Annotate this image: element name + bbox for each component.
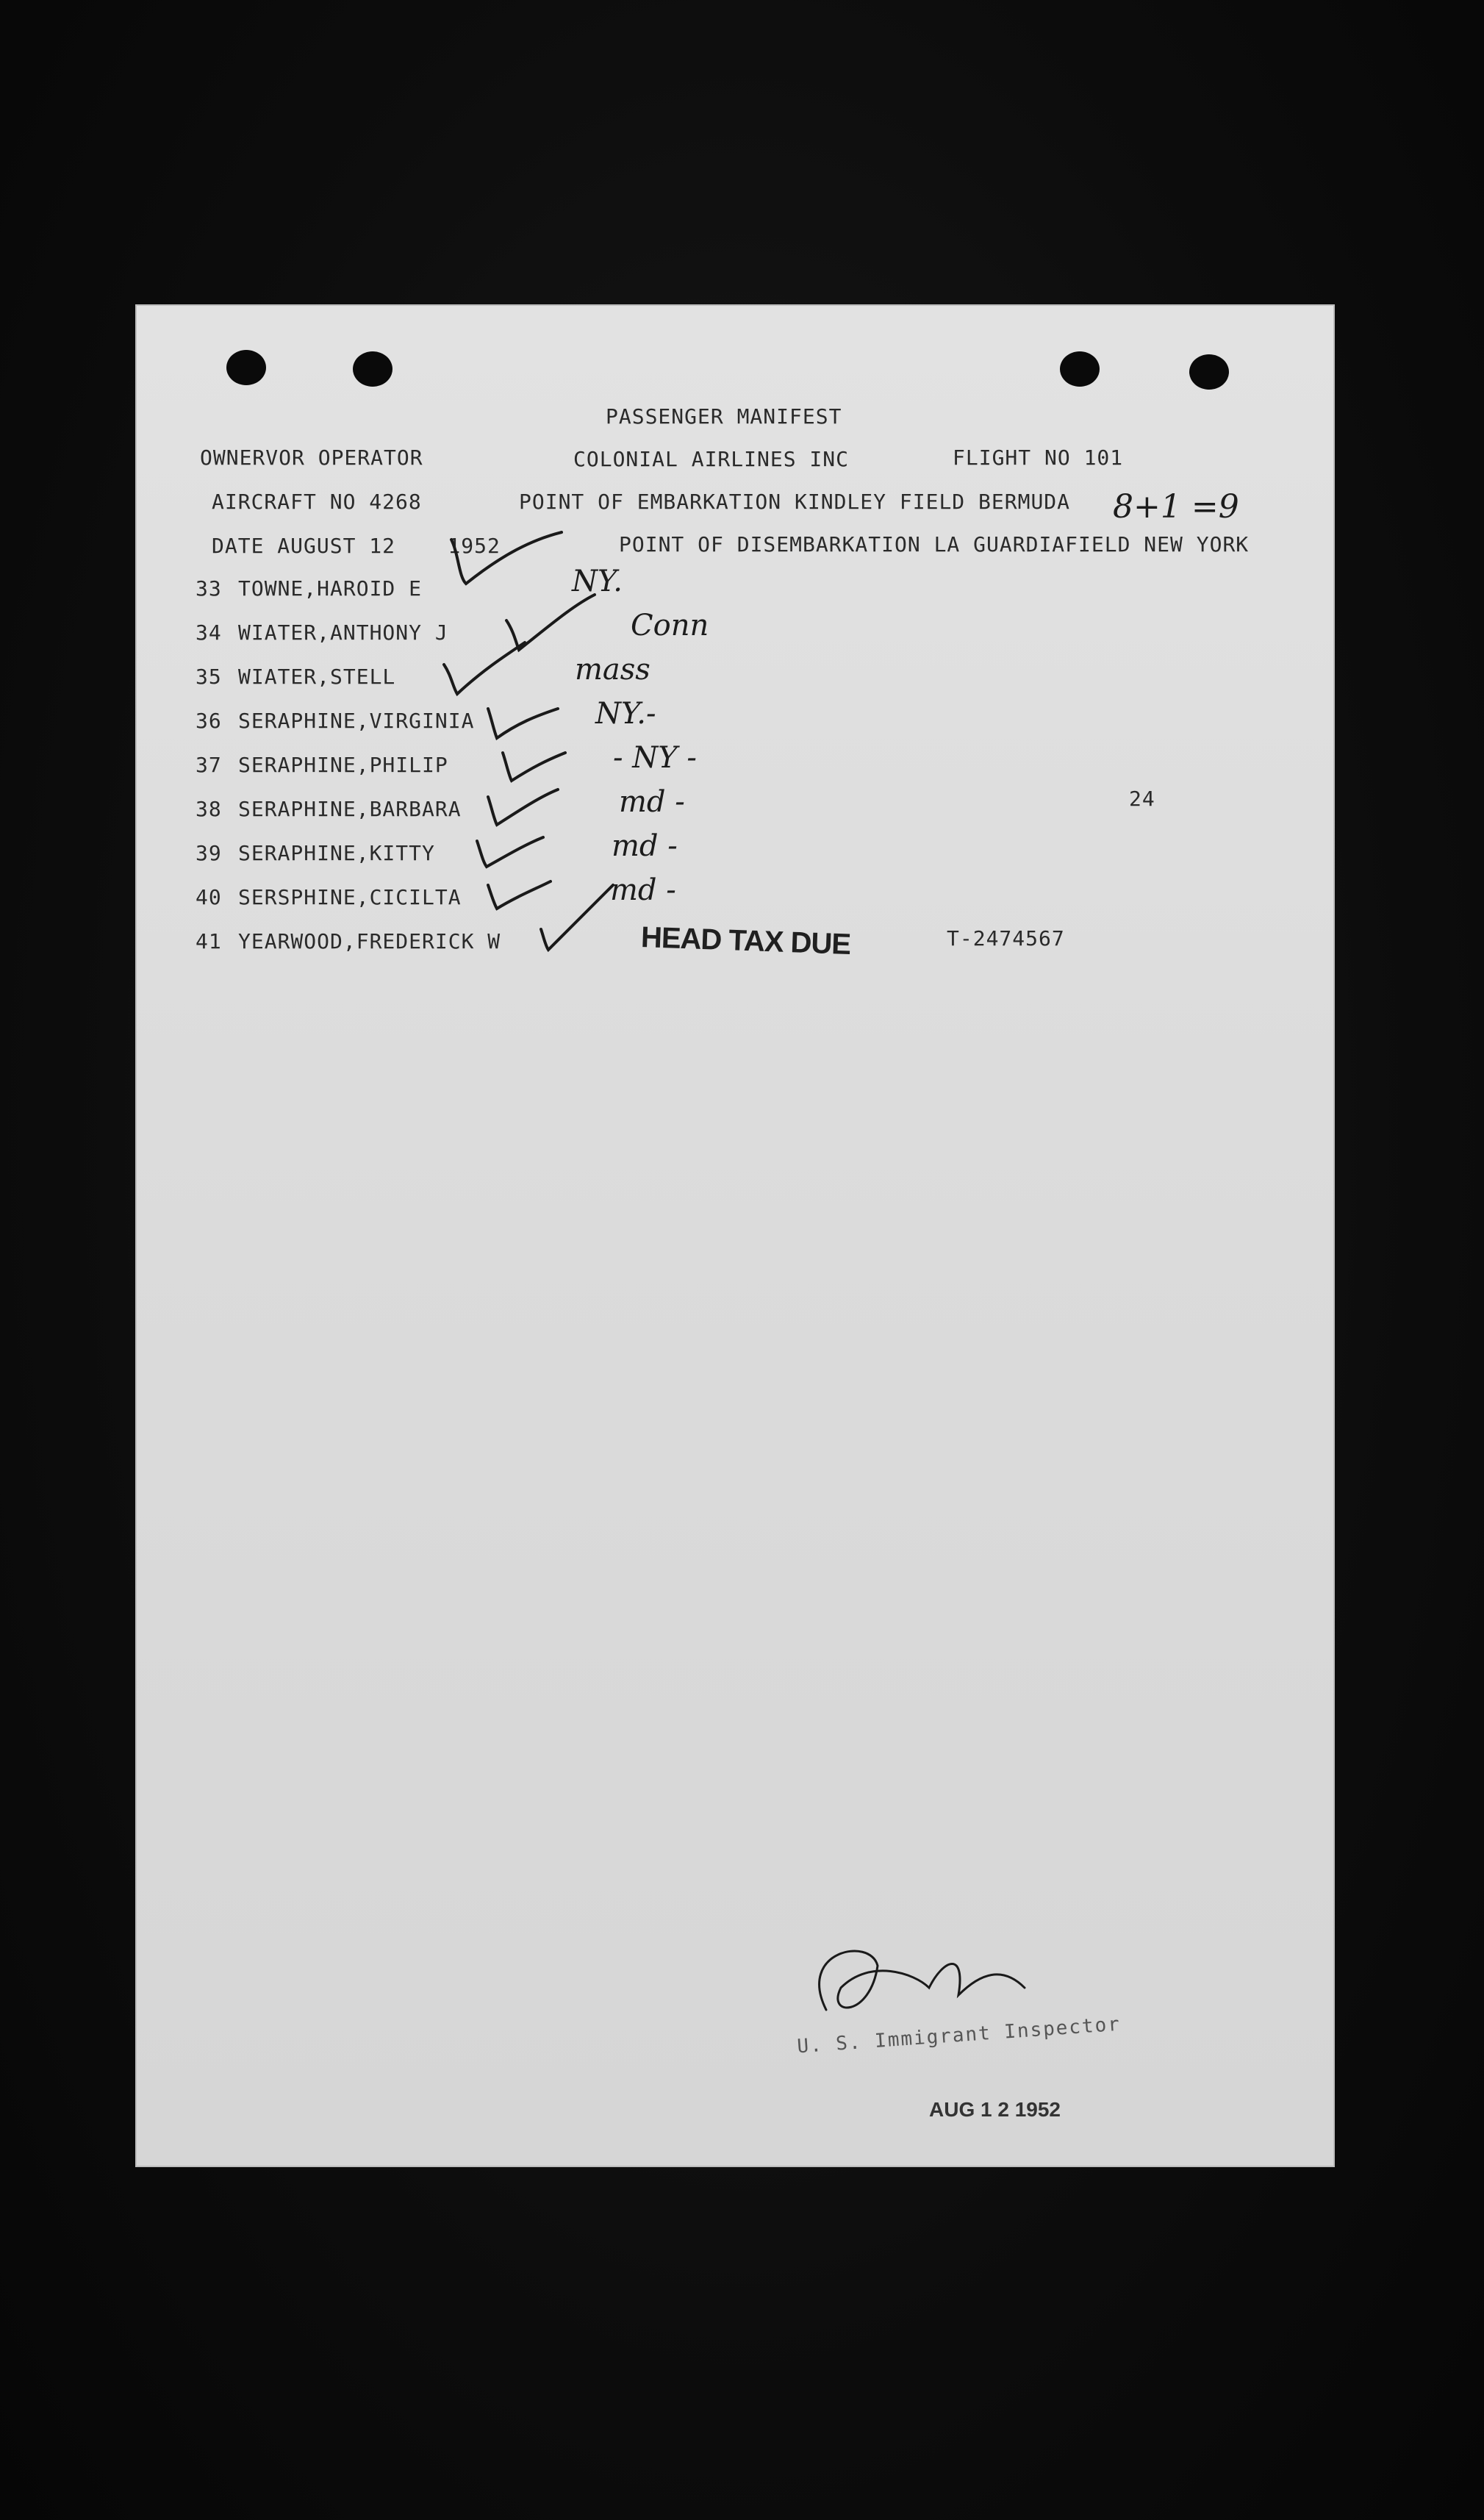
passenger-name: TOWNE,HAROID E — [238, 576, 423, 601]
check-mark — [477, 837, 543, 867]
passenger-number: 40 — [196, 885, 222, 909]
passenger-number: 41 — [196, 929, 222, 953]
passenger-state: NY.- — [595, 697, 656, 731]
passenger-name: YEARWOOD,FREDERICK W — [238, 929, 501, 953]
manifest-title: PASSENGER MANIFEST — [606, 404, 842, 429]
aircraft-number: AIRCRAFT NO 4268 — [212, 490, 422, 514]
tally-note: 8+1 =9 — [1113, 488, 1239, 526]
passenger-name: WIATER,ANTHONY J — [238, 620, 448, 645]
passenger-number: 33 — [196, 576, 222, 601]
passenger-name: SERAPHINE,KITTY — [238, 841, 435, 865]
check-mark — [541, 885, 613, 950]
passenger-number: 34 — [196, 620, 222, 645]
ticket-number: T-2474567 — [947, 926, 1065, 951]
handwriting-marks — [135, 304, 1335, 2167]
disembarkation-point: POINT OF DISEMBARKATION LA GUARDIAFIELD NEW YORK — [619, 532, 1250, 556]
passenger-number: 36 — [196, 709, 222, 733]
embarkation-point: POINT OF EMBARKATION KINDLEY FIELD BERMUDA — [519, 490, 1071, 514]
passenger-name: WIATER,STELL — [238, 665, 396, 689]
manifest-page — [135, 304, 1335, 2167]
inspector-label: U. S. Immigrant Inspector — [796, 2013, 1122, 2058]
check-mark — [488, 881, 551, 909]
passenger-name: SERAPHINE,PHILIP — [238, 753, 448, 777]
passenger-state: NY. — [572, 565, 623, 598]
passenger-state: md - — [610, 873, 676, 907]
passenger-state: md - — [612, 829, 678, 863]
check-mark — [451, 532, 562, 584]
passenger-state: md - — [619, 785, 685, 819]
passenger-state: mass — [575, 653, 650, 687]
passenger-name: SERAPHINE,VIRGINIA — [238, 709, 475, 733]
owner-value: COLONIAL AIRLINES INC — [573, 447, 850, 471]
page-number: 24 — [1129, 787, 1155, 811]
passenger-number: 39 — [196, 841, 222, 865]
check-mark — [503, 753, 565, 781]
passenger-number: 35 — [196, 665, 222, 689]
passenger-name: SERSPHINE,CICILTA — [238, 885, 462, 909]
passenger-state: Conn — [631, 609, 709, 642]
check-mark — [506, 595, 595, 650]
passenger-number: 38 — [196, 797, 222, 821]
inspector-signature — [820, 1951, 1025, 2010]
manifest-date: DATE AUGUST 12 1952 — [212, 534, 501, 558]
passenger-name: SERAPHINE,BARBARA — [238, 797, 462, 821]
passenger-number: 37 — [196, 753, 222, 777]
owner-label: OWNERVOR OPERATOR — [200, 445, 423, 470]
passenger-state: - NY - — [613, 741, 697, 775]
date-stamp: AUG 1 2 1952 — [929, 2098, 1061, 2121]
head-tax-stamp: HEAD TAX DUE — [640, 921, 851, 961]
flight-number: FLIGHT NO 101 — [953, 445, 1124, 470]
check-mark — [444, 642, 525, 694]
check-mark — [488, 790, 558, 825]
check-mark — [488, 709, 558, 738]
